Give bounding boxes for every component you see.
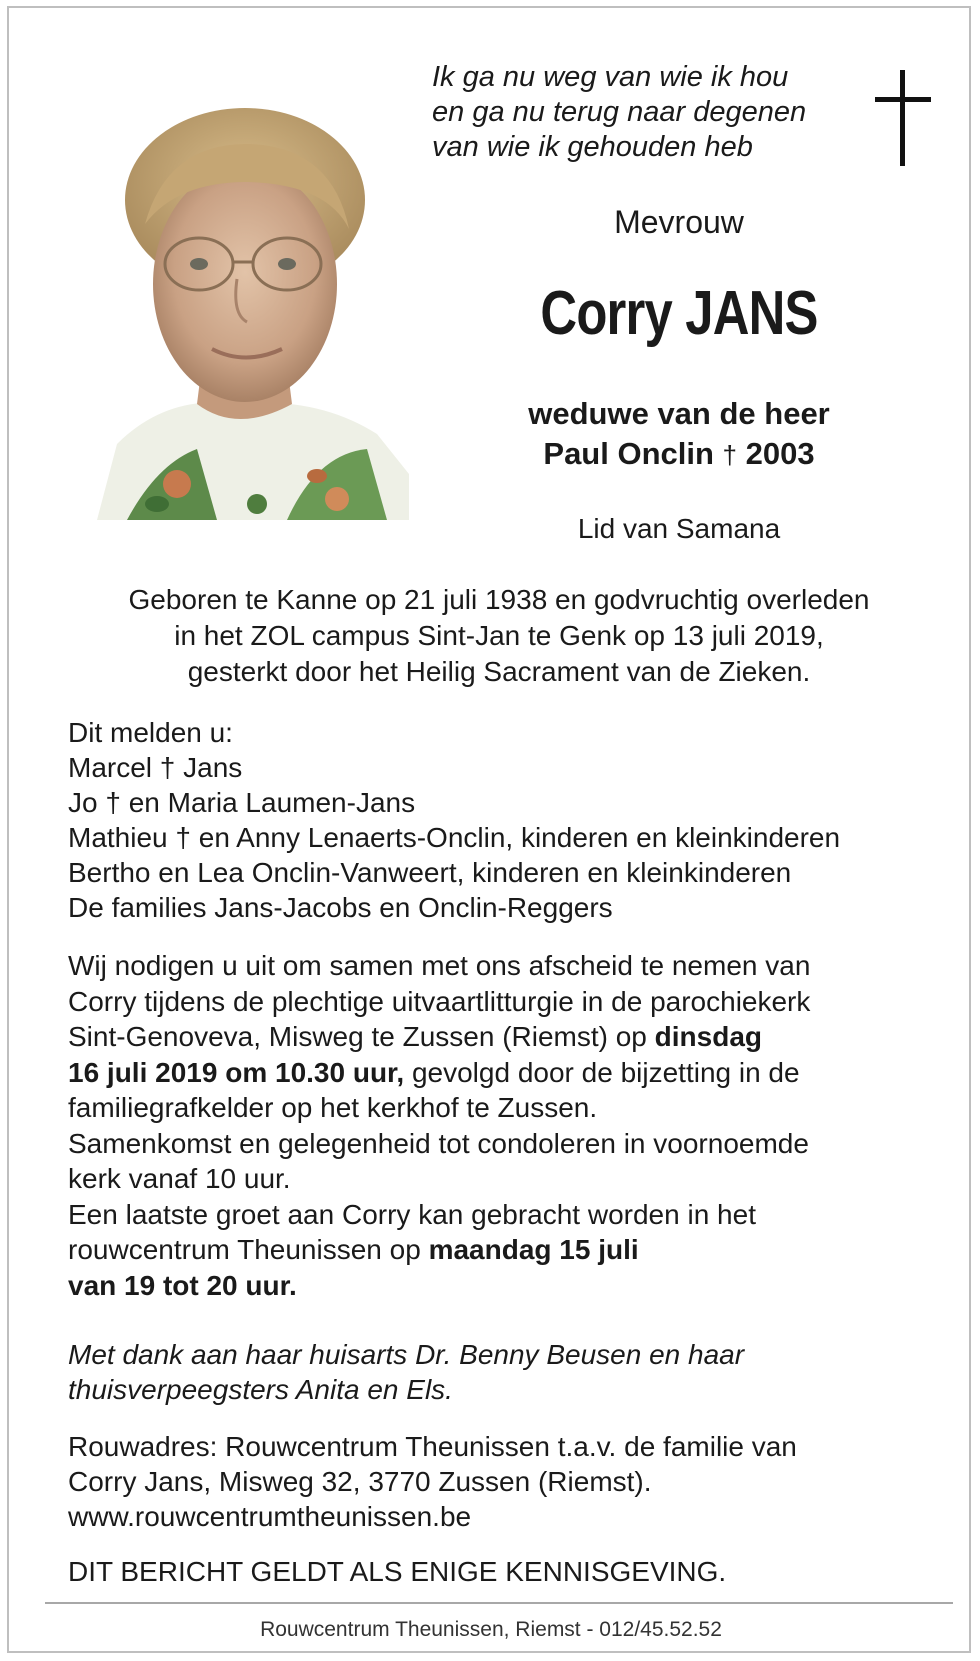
invite-line: Sint-Genoveva, Misweg te Zussen (Riemst) op dinsdag [68, 1021, 763, 1052]
family-member: Jo † en Maria Laumen-Jans [68, 787, 416, 818]
invite-line: Een laatste groet aan Corry kan gebracht worden in het [68, 1198, 756, 1230]
family-intro: Dit melden u: [68, 717, 233, 748]
deceased-name: Corry JANS [540, 279, 818, 348]
funeral-day: dinsdag [654, 1021, 763, 1052]
notice-statement: DIT BERICHT GELDT ALS ENIGE KENNISGEVING. [68, 1556, 727, 1587]
small-cross-icon: † [175, 822, 191, 853]
membership: Lid van Samana [577, 513, 781, 544]
portrait-photo [87, 104, 409, 520]
latin-cross-icon [875, 70, 931, 166]
family-member: Mathieu † en Anny Lenaerts-Onclin, kinderen en kleinkinderen [68, 822, 841, 853]
poem [432, 60, 806, 165]
spouse-name: Paul Onclin [543, 436, 714, 471]
mourning-address [68, 1429, 938, 1534]
invite-line: kerk vanaf 10 uur. [68, 1163, 291, 1194]
invite-line: familiegrafkelder op het kerkhof te Zussen. [68, 1092, 598, 1123]
spouse-death-year: 2003 [745, 436, 815, 471]
address-line: Rouwadres: Rouwcentrum Theunissen t.a.v. de familie van [68, 1431, 797, 1462]
invite-line: Samenkomst en gelegenheid tot condoleren in voornoemde [68, 1127, 809, 1159]
divider [45, 1602, 953, 1604]
address-line: Corry Jans, Misweg 32, 3770 Zussen (Riemst). [68, 1466, 652, 1497]
invite-line: rouwcentrum Theunissen op maandag 15 juli [68, 1234, 639, 1265]
invite-line [68, 1268, 938, 1304]
funeral-date-time: 16 juli 2019 om 10.30 uur, [68, 1056, 405, 1088]
widow-line: weduwe van de heer [528, 396, 830, 431]
birth-line: in het ZOL campus Sint-Jan te Genk op 13 juli 2019, [174, 620, 824, 651]
birth-death-info [49, 582, 949, 690]
poem-line: en ga nu terug naar degenen [432, 96, 807, 128]
family-list [68, 715, 938, 925]
footer-contact: Rouwcentrum Theunissen, Riemst - 012/45.52.52 [260, 1618, 722, 1641]
visitation-date: maandag 15 juli [428, 1234, 639, 1265]
widow-of [479, 394, 879, 475]
widow-line [479, 434, 879, 475]
family-member: Bertho en Lea Onclin-Vanweert, kinderen en kleinkinderen [68, 857, 792, 888]
obituary-card [7, 6, 971, 1653]
visitation-time: van 19 tot 20 uur. [68, 1269, 297, 1301]
small-cross-icon: † [159, 752, 176, 783]
small-cross-icon: † [722, 440, 738, 470]
poem-line: Ik ga nu weg van wie ik hou [432, 61, 789, 93]
salutation: Mevrouw [614, 204, 744, 240]
invite-line: Corry tijdens de plechtige uitvaartlitturgie in de parochiekerk [68, 985, 811, 1017]
family-member: De families Jans-Jacobs en Onclin-Reggers [68, 892, 613, 923]
family-member: Marcel † Jans [68, 752, 243, 783]
invite-line: Wij nodigen u uit om samen met ons afscheid te nemen van [68, 950, 811, 981]
birth-line: gesterkt door het Heilig Sacrament van de Zieken. [187, 656, 811, 687]
website-link[interactable]: www.rouwcentrumtheunissen.be [68, 1501, 472, 1532]
invite-line: 16 juli 2019 om 10.30 uur, gevolgd door de bijzetting in de [68, 1056, 800, 1088]
funeral-invitation [68, 948, 938, 1303]
poem-line: van wie ik gehouden heb [432, 131, 753, 163]
small-cross-icon: † [105, 787, 121, 818]
birth-line: Geboren te Kanne op 21 juli 1938 en godvruchtig overleden [128, 584, 870, 615]
thanks-note [68, 1337, 938, 1407]
thanks-line: thuisverpeegsters Anita en Els. [68, 1374, 453, 1405]
thanks-line: Met dank aan haar huisarts Dr. Benny Beusen en haar [68, 1339, 745, 1370]
